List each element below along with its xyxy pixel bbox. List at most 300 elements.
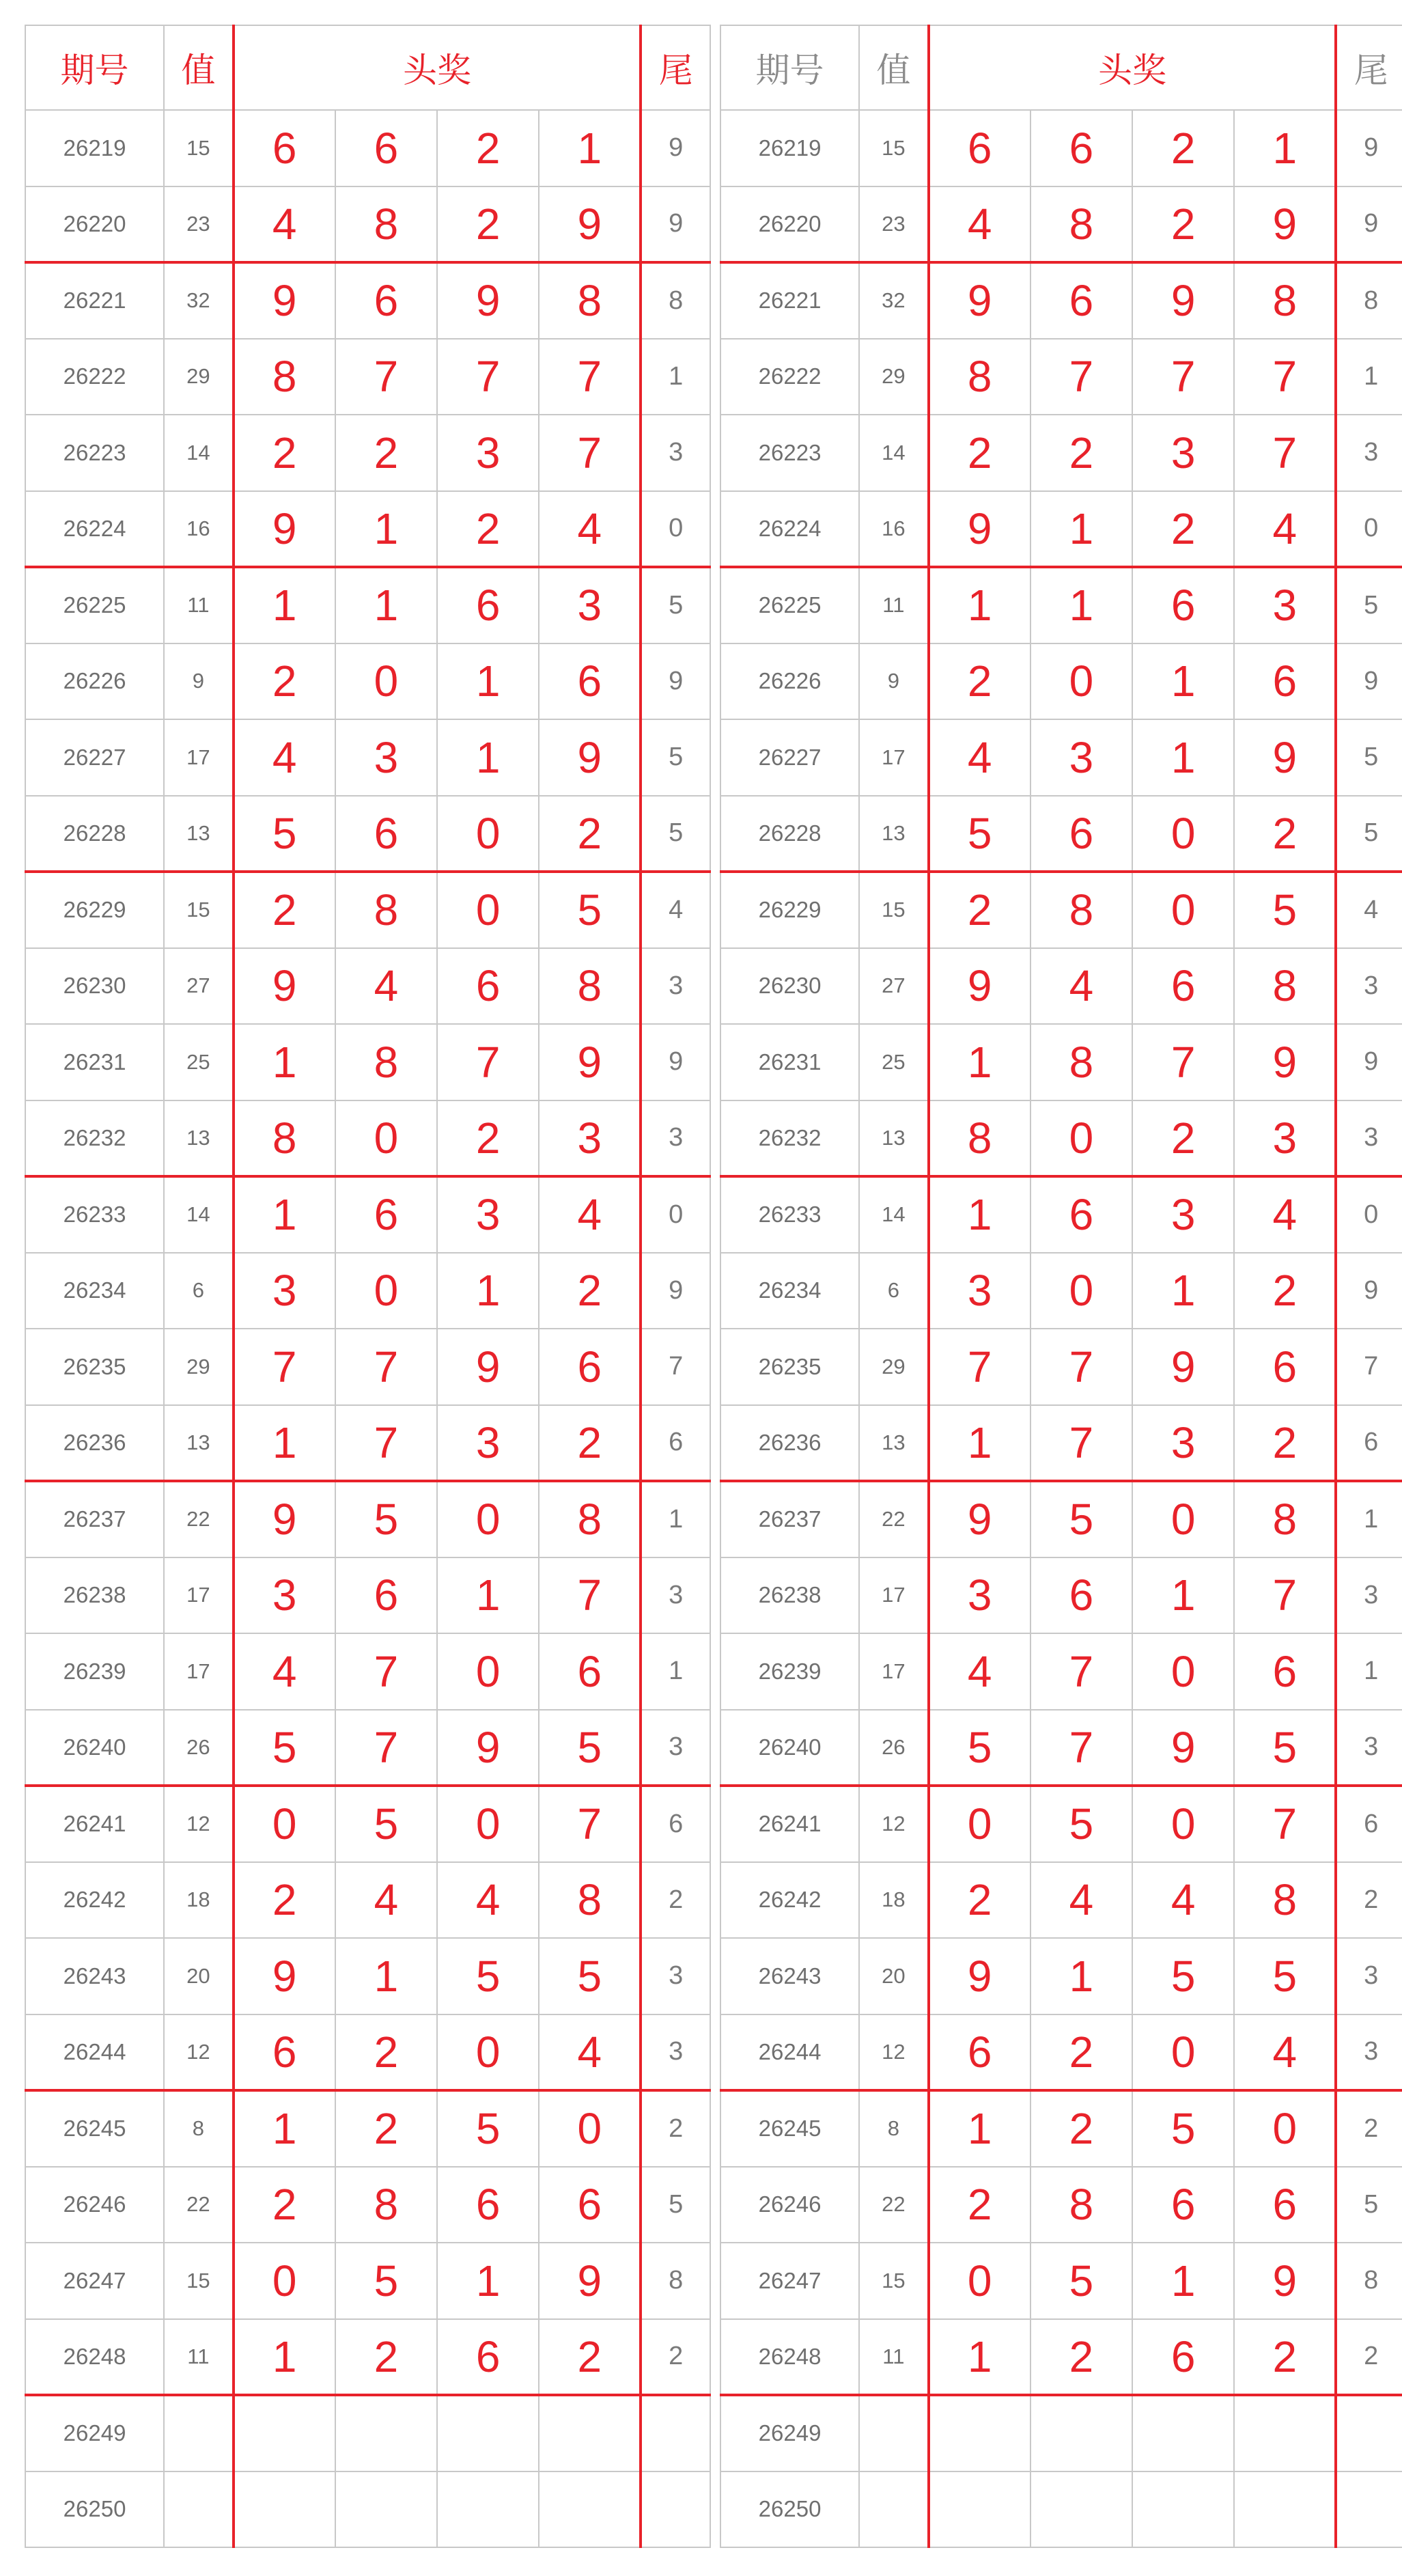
prize-digit-cell: 7 [1234,415,1336,491]
prize-digit-cell: 3 [1234,567,1336,643]
prize-digit-cell: 1 [437,719,539,796]
sum-cell: 12 [164,2014,234,2091]
prize-digit-cell: 6 [234,2014,335,2091]
prize-digit-cell: 3 [539,1100,641,1177]
prize-digit-cell: 5 [1234,1710,1336,1786]
issue-cell: 26231 [25,1024,164,1100]
prize-digit-cell: 1 [929,1024,1031,1100]
prize-digit-cell: 5 [1031,1786,1132,1862]
prize-digit-cell: 0 [234,1786,335,1862]
tail-cell: 5 [641,567,710,643]
issue-cell: 26249 [720,2395,859,2471]
prize-digit-cell: 6 [539,2167,641,2243]
prize-digit-cell: 1 [234,567,335,643]
header-sum: 值 [859,25,929,110]
prize-digit-cell: 6 [1234,2167,1336,2243]
prize-digit-cell: 4 [1031,948,1132,1025]
issue-cell: 26232 [25,1100,164,1177]
tail-cell: 0 [1336,1176,1402,1253]
table-row [25,1710,710,1786]
sum-cell: 17 [859,719,929,796]
header-prize: 头奖 [234,25,641,110]
prize-digit-cell: 1 [1132,1253,1234,1329]
prize-digit-cell: 8 [1234,948,1336,1025]
table-row [25,110,710,186]
prize-digit-cell: 2 [1234,1253,1336,1329]
tail-cell: 1 [1336,1481,1402,1557]
tail-cell: 9 [1336,186,1402,263]
tail-cell: 2 [641,2090,710,2167]
prize-digit-cell [1031,2471,1132,2548]
prize-digit-cell: 5 [929,796,1031,872]
tail-cell: 9 [1336,1024,1402,1100]
issue-cell: 26233 [720,1176,859,1253]
prize-digit-cell: 8 [1031,186,1132,263]
tail-cell: 3 [641,1710,710,1786]
prize-digit-cell: 6 [335,796,437,872]
tail-cell: 3 [641,1938,710,2014]
tail-cell: 3 [1336,948,1402,1025]
prize-digit-cell: 7 [437,339,539,415]
table-row [720,567,1402,643]
table-row [25,2014,710,2091]
table-row [720,1481,1402,1557]
prize-digit-cell: 3 [929,1557,1031,1634]
tail-cell: 8 [641,262,710,339]
tail-cell: 2 [1336,1862,1402,1939]
table-row [720,1024,1402,1100]
issue-cell: 26235 [25,1329,164,1405]
tail-cell: 0 [1336,491,1402,568]
issue-cell: 26243 [25,1938,164,2014]
prize-digit-cell: 6 [1132,567,1234,643]
prize-digit-cell: 9 [929,491,1031,568]
prize-digit-cell: 5 [335,1481,437,1557]
prize-digit-cell: 2 [539,2319,641,2396]
sum-cell: 12 [164,1786,234,1862]
prize-digit-cell: 5 [539,872,641,948]
prize-digit-cell: 6 [437,2167,539,2243]
prize-digit-cell: 1 [1031,491,1132,568]
prize-digit-cell: 8 [539,262,641,339]
table-row [25,339,710,415]
prize-digit-cell: 0 [335,1100,437,1177]
sum-cell: 13 [164,1100,234,1177]
sum-cell: 14 [164,1176,234,1253]
table-row [720,491,1402,568]
issue-cell: 26240 [720,1710,859,1786]
prize-digit-cell: 2 [929,2167,1031,2243]
prize-digit-cell: 2 [929,1862,1031,1939]
issue-cell: 26226 [720,643,859,720]
table-row [720,872,1402,948]
sum-cell: 13 [859,1100,929,1177]
issue-cell: 26237 [25,1481,164,1557]
table-row [720,110,1402,186]
sum-cell: 22 [164,1481,234,1557]
sum-cell: 15 [164,110,234,186]
prize-digit-cell: 3 [335,719,437,796]
issue-cell: 26223 [720,415,859,491]
table-row [25,1176,710,1253]
tail-cell: 2 [641,1862,710,1939]
sum-cell [164,2395,234,2471]
table-row [25,415,710,491]
prize-digit-cell: 0 [1031,643,1132,720]
tail-cell: 9 [641,186,710,263]
table-row [720,1710,1402,1786]
header-tail: 尾 [1336,25,1402,110]
prize-digit-cell: 6 [335,110,437,186]
prize-digit-cell: 1 [929,567,1031,643]
prize-digit-cell: 9 [437,1329,539,1405]
issue-cell: 26248 [720,2319,859,2396]
table-row [25,1786,710,1862]
prize-digit-cell: 3 [1132,1405,1234,1482]
prize-digit-cell: 7 [335,1710,437,1786]
prize-digit-cell: 9 [929,1481,1031,1557]
sum-cell: 14 [859,415,929,491]
prize-digit-cell: 7 [539,339,641,415]
issue-cell: 26245 [720,2090,859,2167]
prize-digit-cell: 0 [1031,1100,1132,1177]
prize-digit-cell: 5 [335,1786,437,1862]
issue-cell: 26238 [720,1557,859,1634]
prize-digit-cell: 0 [335,1253,437,1329]
sum-cell: 29 [859,1329,929,1405]
table-row [25,567,710,643]
issue-cell: 26234 [720,1253,859,1329]
tail-cell: 5 [1336,567,1402,643]
prize-digit-cell: 6 [1132,2319,1234,2396]
prize-digit-cell: 0 [437,1786,539,1862]
issue-cell: 26238 [25,1557,164,1634]
prize-digit-cell: 5 [1031,1481,1132,1557]
prize-digit-cell: 0 [929,2243,1031,2319]
prize-digit-cell [929,2471,1031,2548]
table-row [25,1405,710,1482]
prize-digit-cell: 7 [929,1329,1031,1405]
tail-cell: 7 [1336,1329,1402,1405]
tail-cell: 5 [1336,2167,1402,2243]
sum-cell: 6 [859,1253,929,1329]
prize-digit-cell: 0 [437,2014,539,2091]
tail-cell: 1 [641,1481,710,1557]
table-row [720,1938,1402,2014]
prize-digit-cell: 1 [335,567,437,643]
tail-cell: 3 [641,1100,710,1177]
prize-digit-cell: 6 [234,110,335,186]
results-table [25,25,711,2548]
tail-cell: 3 [1336,1710,1402,1786]
sum-cell: 23 [859,186,929,263]
table-row [720,2471,1402,2548]
prize-digit-cell: 8 [234,1100,335,1177]
sum-cell [859,2395,929,2471]
issue-cell: 26241 [720,1786,859,1862]
sum-cell: 12 [859,1786,929,1862]
tail-cell: 3 [641,2014,710,2091]
prize-digit-cell: 7 [1031,1329,1132,1405]
prize-digit-cell: 7 [539,1557,641,1634]
issue-cell: 26242 [25,1862,164,1939]
tail-cell: 7 [641,1329,710,1405]
tail-cell: 6 [641,1786,710,1862]
table-row [720,339,1402,415]
issue-cell: 26246 [720,2167,859,2243]
prize-digit-cell: 2 [929,643,1031,720]
tail-cell: 1 [641,339,710,415]
prize-digit-cell: 9 [1132,1710,1234,1786]
prize-digit-cell: 8 [1031,872,1132,948]
sum-cell: 17 [859,1633,929,1710]
issue-cell: 26232 [720,1100,859,1177]
sum-cell [859,2471,929,2548]
prize-digit-cell: 2 [929,872,1031,948]
prize-digit-cell: 6 [1031,110,1132,186]
table-row [720,2090,1402,2167]
sum-cell: 32 [859,262,929,339]
sum-cell: 17 [164,1557,234,1634]
issue-cell: 26223 [25,415,164,491]
prize-digit-cell: 0 [1132,1786,1234,1862]
issue-cell: 26224 [720,491,859,568]
prize-digit-cell [234,2471,335,2548]
prize-digit-cell: 9 [1234,2243,1336,2319]
tail-cell: 4 [1336,872,1402,948]
issue-cell: 26248 [25,2319,164,2396]
prize-digit-cell: 9 [437,262,539,339]
results-table [720,25,1402,2548]
prize-digit-cell: 3 [539,567,641,643]
prize-digit-cell: 2 [234,415,335,491]
prize-digit-cell: 9 [539,186,641,263]
table-row [720,1862,1402,1939]
issue-cell: 26227 [25,719,164,796]
table-row [720,1100,1402,1177]
tail-cell: 6 [641,1405,710,1482]
sum-cell: 15 [859,110,929,186]
sum-cell: 6 [164,1253,234,1329]
issue-cell: 26240 [25,1710,164,1786]
tail-cell: 1 [1336,339,1402,415]
prize-digit-cell: 0 [1234,2090,1336,2167]
prize-digit-cell [335,2395,437,2471]
prize-digit-cell [1234,2395,1336,2471]
tail-cell: 9 [1336,1253,1402,1329]
tail-cell: 3 [1336,1100,1402,1177]
sum-cell: 18 [859,1862,929,1939]
tail-cell: 0 [641,491,710,568]
table-row [25,186,710,263]
prize-digit-cell: 2 [1031,2090,1132,2167]
prize-digit-cell: 2 [335,2319,437,2396]
prize-digit-cell: 6 [1132,948,1234,1025]
prize-digit-cell: 7 [1031,1405,1132,1482]
table-row [720,2167,1402,2243]
header-tail: 尾 [641,25,710,110]
prize-digit-cell: 7 [1234,339,1336,415]
table-row [25,2090,710,2167]
prize-digit-cell: 4 [437,1862,539,1939]
prize-digit-cell: 4 [539,491,641,568]
prize-digit-cell: 1 [929,1176,1031,1253]
table-row [720,1633,1402,1710]
prize-digit-cell: 4 [335,948,437,1025]
prize-digit-cell [539,2471,641,2548]
prize-digit-cell: 8 [335,1024,437,1100]
prize-digit-cell [1031,2395,1132,2471]
prize-digit-cell: 1 [1132,643,1234,720]
table-row [25,872,710,948]
prize-digit-cell: 6 [1234,1633,1336,1710]
prize-digit-cell: 4 [1234,491,1336,568]
issue-cell: 26244 [25,2014,164,2091]
prize-digit-cell [234,2395,335,2471]
prize-digit-cell: 2 [437,110,539,186]
prize-digit-cell: 3 [929,1253,1031,1329]
prize-digit-cell: 2 [539,796,641,872]
right-results-table-panel [720,25,1402,2559]
prize-digit-cell: 1 [335,1938,437,2014]
prize-digit-cell: 2 [1132,186,1234,263]
prize-digit-cell: 2 [929,415,1031,491]
prize-digit-cell: 5 [1132,2090,1234,2167]
tail-cell: 9 [1336,643,1402,720]
prize-digit-cell: 1 [437,1557,539,1634]
left-results-table-panel [25,25,711,2559]
tail-cell: 3 [641,948,710,1025]
prize-digit-cell: 3 [234,1557,335,1634]
prize-digit-cell: 5 [234,796,335,872]
tail-cell [1336,2395,1402,2471]
prize-digit-cell: 4 [1234,1176,1336,1253]
prize-digit-cell: 1 [437,1253,539,1329]
issue-cell: 26231 [720,1024,859,1100]
prize-digit-cell: 6 [929,110,1031,186]
tail-cell: 3 [1336,2014,1402,2091]
prize-digit-cell: 1 [929,2090,1031,2167]
sum-cell: 11 [164,567,234,643]
table-row [25,2243,710,2319]
tail-cell: 4 [641,872,710,948]
tail-cell [641,2471,710,2548]
prize-digit-cell: 5 [1132,1938,1234,2014]
prize-digit-cell: 8 [539,1481,641,1557]
tail-cell: 9 [641,110,710,186]
prize-digit-cell [437,2395,539,2471]
issue-cell: 26239 [720,1633,859,1710]
prize-digit-cell: 7 [335,1405,437,1482]
table-row [720,2243,1402,2319]
prize-digit-cell: 2 [234,2167,335,2243]
sum-cell: 16 [164,491,234,568]
issue-cell: 26228 [720,796,859,872]
prize-digit-cell [1234,2471,1336,2548]
prize-digit-cell: 4 [929,186,1031,263]
prize-digit-cell: 0 [437,1481,539,1557]
prize-digit-cell: 9 [929,948,1031,1025]
sum-cell: 17 [859,1557,929,1634]
prize-digit-cell: 5 [437,2090,539,2167]
table-row [25,2471,710,2548]
table-row [25,1938,710,2014]
table-row [25,643,710,720]
sum-cell: 25 [164,1024,234,1100]
issue-cell: 26250 [25,2471,164,2548]
table-row [720,1253,1402,1329]
sum-cell: 26 [164,1710,234,1786]
prize-digit-cell: 8 [335,186,437,263]
prize-digit-cell: 3 [1031,719,1132,796]
table-row [720,796,1402,872]
prize-digit-cell: 8 [539,1862,641,1939]
prize-digit-cell: 4 [539,1176,641,1253]
sum-cell: 15 [859,872,929,948]
prize-digit-cell: 7 [234,1329,335,1405]
issue-cell: 26241 [25,1786,164,1862]
sum-cell: 9 [859,643,929,720]
issue-cell: 26246 [25,2167,164,2243]
sum-cell: 11 [859,2319,929,2396]
prize-digit-cell: 2 [437,186,539,263]
sum-cell: 22 [859,1481,929,1557]
prize-digit-cell: 0 [1132,872,1234,948]
sum-cell: 11 [164,2319,234,2396]
prize-digit-cell: 2 [1031,415,1132,491]
issue-cell: 26247 [25,2243,164,2319]
prize-digit-cell: 2 [335,2014,437,2091]
prize-digit-cell: 8 [539,948,641,1025]
prize-digit-cell: 8 [929,339,1031,415]
issue-cell: 26236 [25,1405,164,1482]
prize-digit-cell: 7 [1132,1024,1234,1100]
prize-digit-cell: 9 [539,2243,641,2319]
issue-cell: 26233 [25,1176,164,1253]
table-row [720,1405,1402,1482]
header-sum: 值 [164,25,234,110]
prize-digit-cell: 3 [1234,1100,1336,1177]
prize-digit-cell: 6 [1031,1176,1132,1253]
tail-cell: 1 [1336,1633,1402,1710]
sum-cell: 29 [164,339,234,415]
sum-cell: 26 [859,1710,929,1786]
prize-digit-cell: 9 [234,491,335,568]
prize-digit-cell: 2 [1132,491,1234,568]
sum-cell: 16 [859,491,929,568]
prize-digit-cell: 8 [234,339,335,415]
issue-cell: 26242 [720,1862,859,1939]
prize-digit-cell: 4 [929,719,1031,796]
prize-digit-cell: 0 [234,2243,335,2319]
prize-digit-cell: 4 [1031,1862,1132,1939]
sum-cell: 20 [164,1938,234,2014]
prize-digit-cell: 2 [437,1100,539,1177]
issue-cell: 26243 [720,1938,859,2014]
sum-cell: 12 [859,2014,929,2091]
prize-digit-cell: 0 [1132,1633,1234,1710]
prize-digit-cell: 8 [335,872,437,948]
tail-cell: 9 [1336,110,1402,186]
prize-digit-cell: 0 [335,643,437,720]
issue-cell: 26244 [720,2014,859,2091]
prize-digit-cell: 8 [1234,1862,1336,1939]
prize-digit-cell: 7 [539,1786,641,1862]
tail-cell: 5 [1336,796,1402,872]
tail-cell [641,2395,710,2471]
prize-digit-cell: 4 [335,1862,437,1939]
sum-cell: 20 [859,1938,929,2014]
